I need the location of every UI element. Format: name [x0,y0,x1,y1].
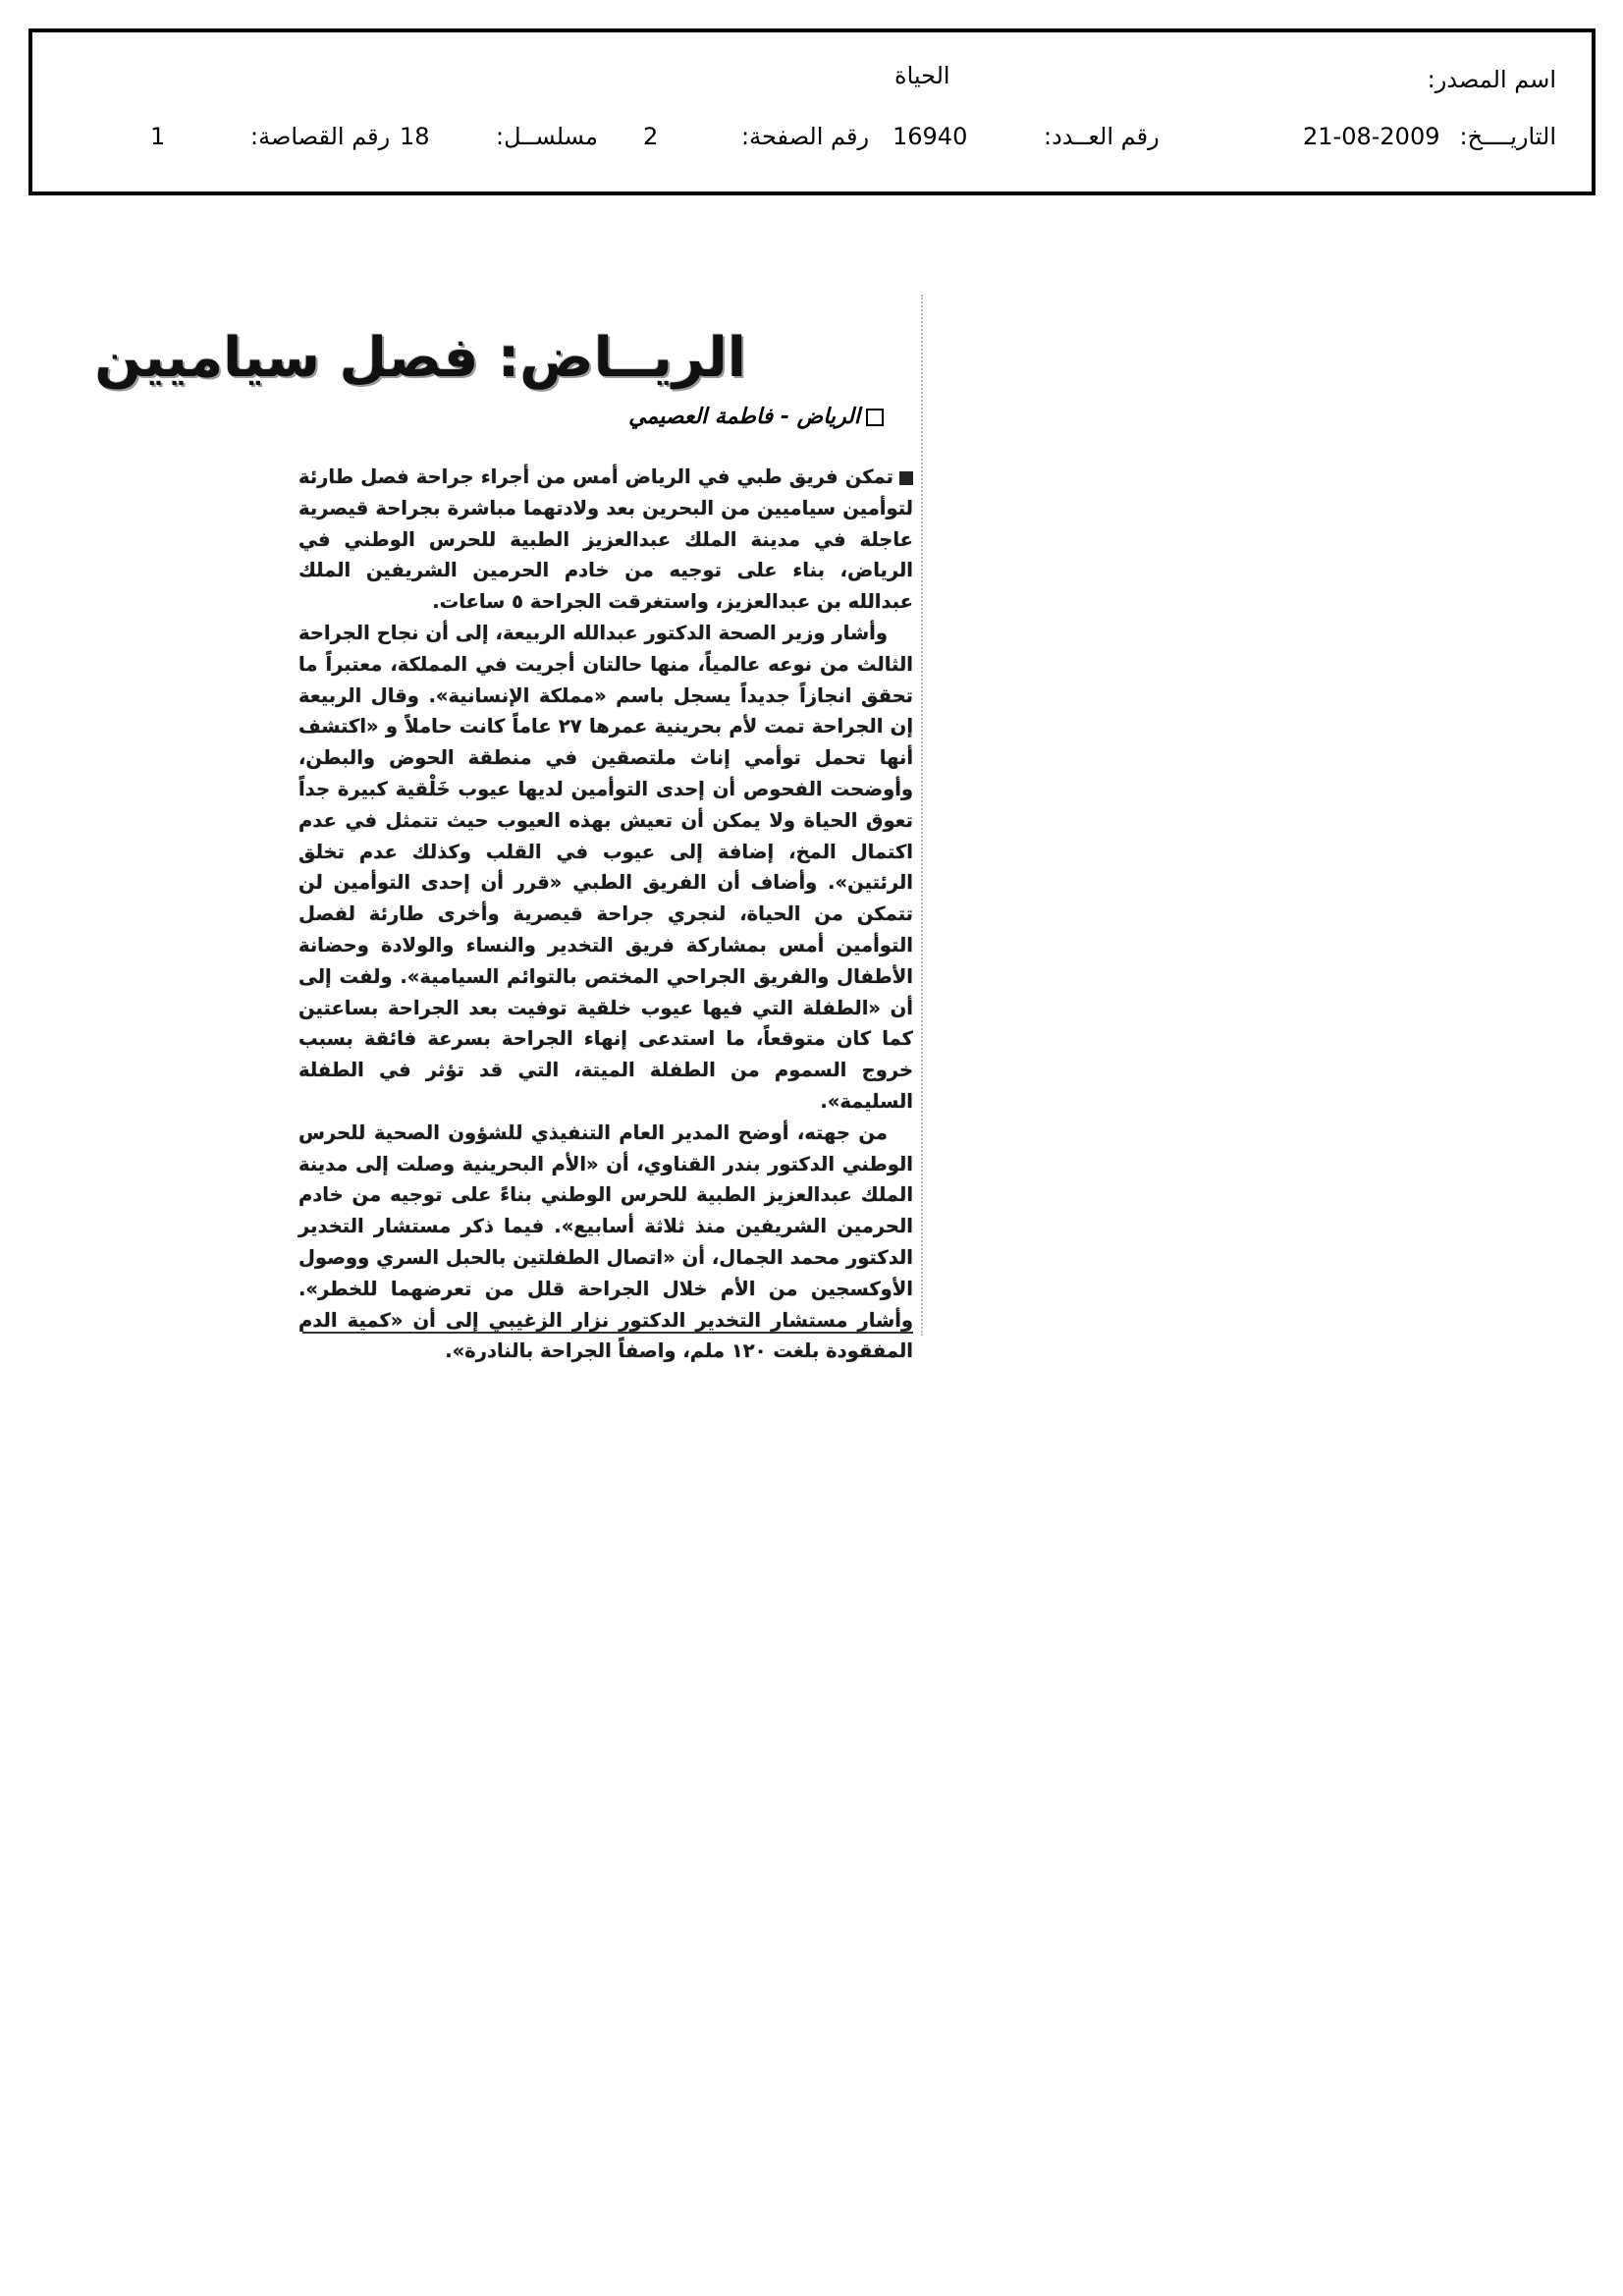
date-label: التاريــــخ: [1459,123,1556,150]
paragraph-text: تمكن فريق طبي في الرياض أمس من أجراء جراحة فصل طارئة لتوأمين سياميين من البحرين بعد ولادتهما مباشرة بجراحة قيصرية عاجلة في مدينة الملك عبدالعزيز الطبية للحرس الوطني في الرياض، بناء على توجيه من خادم الحرمين الشريفين الملك عبدالله بن عبدالعزيز، واستغرقت الجراحة ٥ ساعات. [298,465,913,614]
article-end-rule [302,1332,913,1334]
issue-label: رقم العــدد: [1044,123,1160,150]
byline-text: الرياض - فاطمة العصيمي [628,405,860,429]
metadata-header-box [28,28,1596,195]
serial-value: 18 [400,123,430,150]
date-value: 21-08-2009 [1303,123,1440,150]
source-value: الحياة [894,62,950,89]
bullet-square-icon [899,471,913,485]
article-body [298,462,913,1367]
clip-number-value: 1 [150,123,166,150]
issue-value: 16940 [893,123,968,150]
clip-number-label: رقم القصاصة: [250,123,391,150]
article-paragraph [298,462,913,618]
byline-square-icon [866,409,884,426]
page-value: 2 [643,123,659,150]
article-paragraph: من جهته، أوضح المدير العام التنفيذي للشؤون الصحية للحرس الوطني الدكتور بندر القناوي، أن «الأم البحرينية وصلت إلى مدينة الملك عبدالعزيز الطبية للحرس الوطني بناءً على توجيه من خادم الحرمين الشريفين منذ ثلاثة أسابيع». فيما ذكر مستشار التخدير الدكتور محمد الجمال، أن «اتصال الطفلتين بالحبل السري ووصول الأوكسجين من الأم خلال الجراحة قلل من تعرضهما للخطر». وأشار مستشار التخدير الدكتور نزار الزغيبي إلى أن «كمية الدم المفقودة بلغت ١٢٠ ملم، واصفاً الجراحة بالنادرة». [298,1121,913,1363]
serial-label: مسلســل: [496,123,598,150]
article-byline [628,405,884,429]
newspaper-clipping [94,295,923,1363]
article-paragraph: وأشار وزير الصحة الدكتور عبدالله الربيعة، إلى أن نجاح الجراحة الثالث من نوعه عالمياً، منها حالتان أجريت في المملكة، معتبراً ما تحقق انجازاً جديداً يسجل باسم «مملكة الإنسانية». وقال الربيعة إن الجراحة تمت لأم بحرينية عمرها ٢٧ عاماً كانت حاملاً و «اكتشف أنها تحمل توأمي إناث ملتصقين في منطقة الحوض والبطن، وأوضحت الفحوص أن إحدى التوأمين لديها عيوب خَلْقية كبيرة جداً تعوق الحياة ولا يمكن أن تعيش بهذه العيوب حيث تتمثل في عدم اكتمال المخ، إضافة إلى عيوب في القلب وكذلك عدم تخلق الرئتين». وأضاف أن الفريق الطبي «قرر أن إحدى التوأمين لن تتمكن من الحياة، لنجري جراحة قيصرية وأخرى طارئة لفصل التوأمين أمس بمشاركة فريق التخدير والنساء والولادة وحضانة الأطفال والفريق الجراحي المختص بالتوائم السيامية». ولفت إلى أن «الطفلة التي فيها عيوب خلقية توفيت بعد الجراحة بساعتين كما كان متوقعاً، ما استدعى إنهاء الجراحة بسرعة فائقة بسبب خروج السموم من الطفلة الميتة، التي قد تؤثر في الطفلة السليمة». [298,621,914,1113]
clipping-edge-dots [919,295,923,1336]
page-label: رقم الصفحة: [741,123,870,150]
article-headline: الريــاض: فصل سياميين [94,326,746,390]
source-label: اسم المصدر: [1427,66,1556,93]
